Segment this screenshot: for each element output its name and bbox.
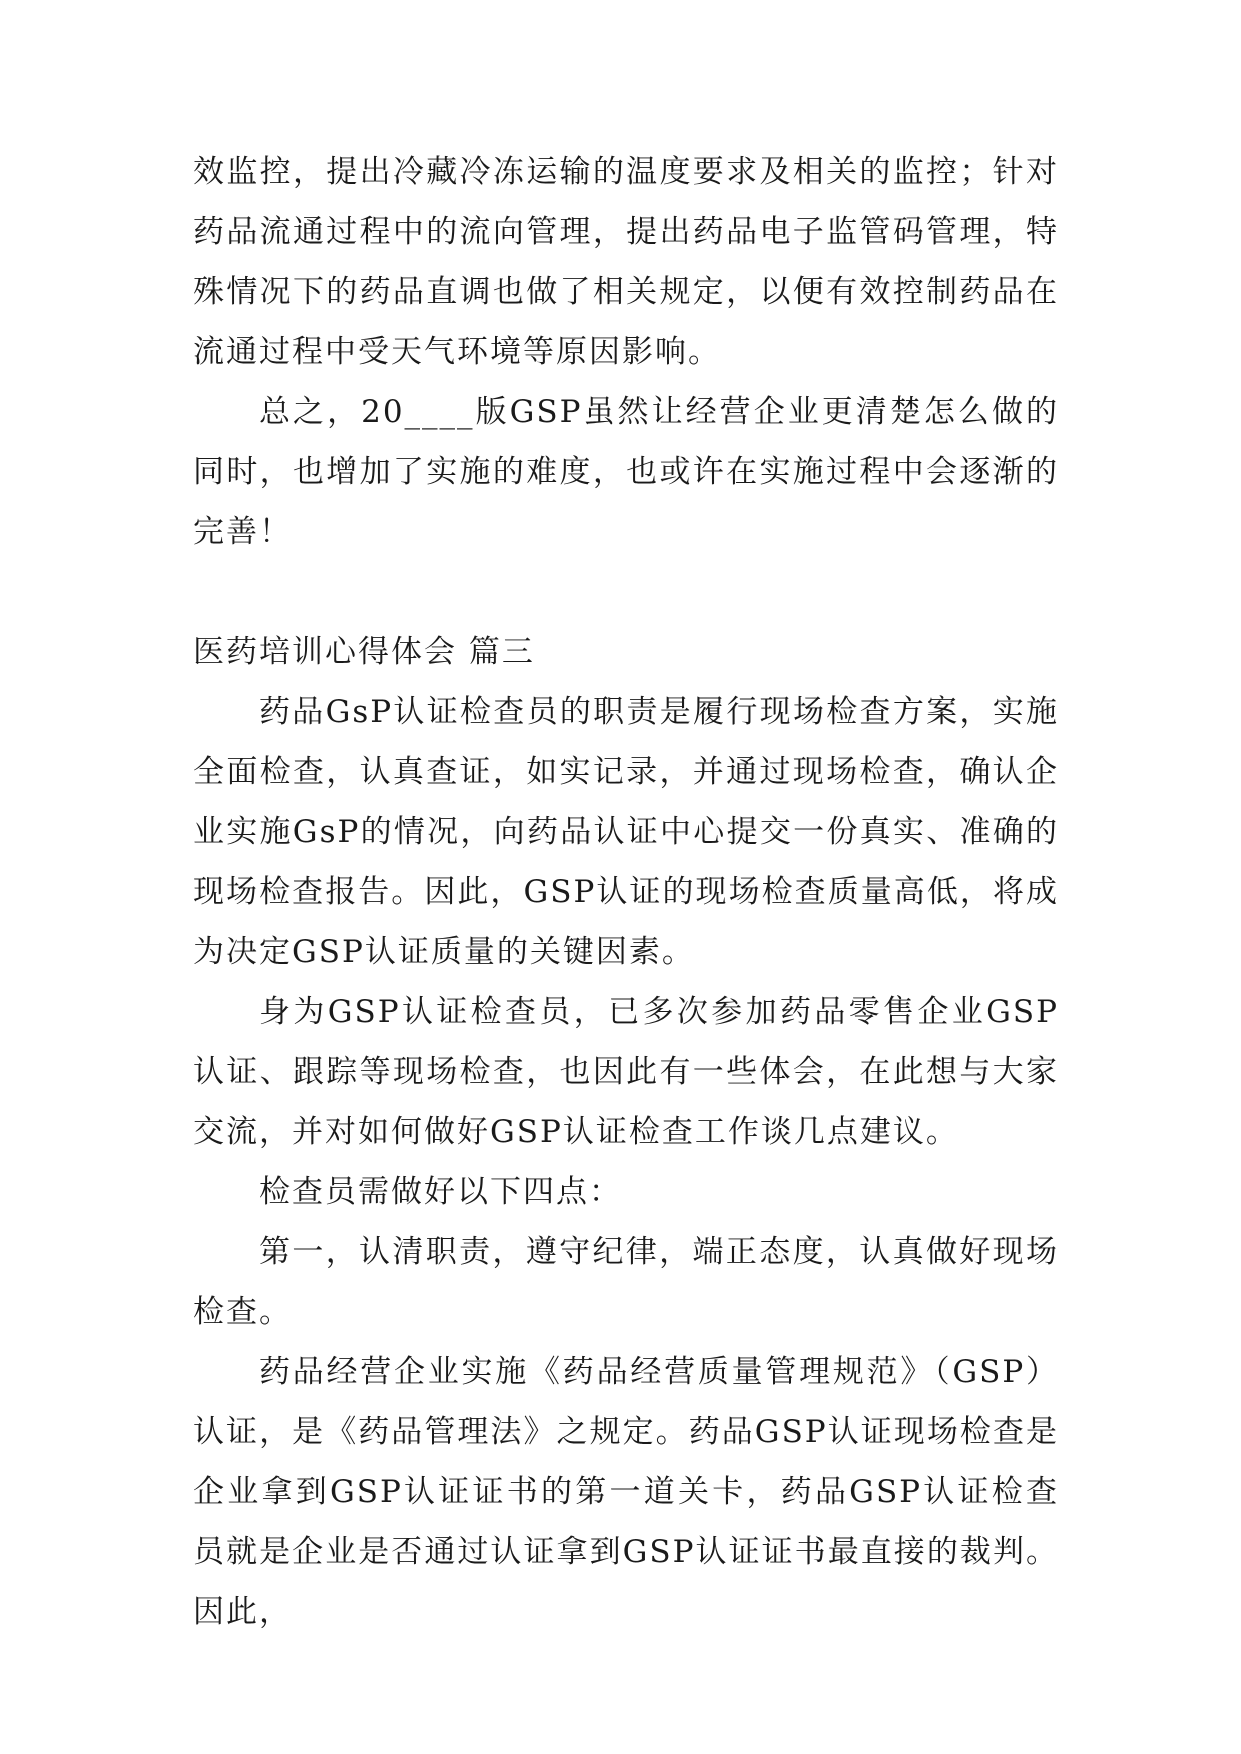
- paragraph: 药品GsP认证检查员的职责是履行现场检查方案，实施全面检查，认真查证，如实记录，并通过现场检查，确认企业实施GsP的情况，向药品认证中心提交一份真实、准确的现场检查报告。因此，GSP认证的现场检查质量高低，将成为决定GSP认证质量的关键因素。: [193, 694, 1059, 970]
- paragraph-conclusion: 总之，20____版GSP虽然让经营企业更清楚怎么做的同时，也增加了实施的难度，也或许在实施过程中会逐渐的完善！: [193, 394, 1059, 550]
- document-text-part1: [193, 142, 1059, 562]
- paragraph: 检查员需做好以下四点：: [259, 1174, 622, 1210]
- section-heading: 医药培训心得体会 篇三: [193, 634, 535, 670]
- paragraph: 药品经营企业实施《药品经营质量管理规范》（GSP）认证，是《药品管理法》之规定。药品GSP认证现场检查是企业拿到GSP认证证书的第一道关卡，药品GSP认证检查员就是企业是否通过认证拿到GSP认证证书最直接的裁判。因此，: [193, 1354, 1059, 1630]
- paragraph-continued: 效监控，提出冷藏冷冻运输的温度要求及相关的监控；针对药品流通过程中的流向管理，提出药品电子监管码管理，特殊情况下的药品直调也做了相关规定，以便有效控制药品在流通过程中受天气环境等原因影响。: [193, 154, 1059, 370]
- paragraph: 身为GSP认证检查员，已多次参加药品零售企业GSP认证、跟踪等现场检查，也因此有一些体会，在此想与大家交流，并对如何做好GSP认证检查工作谈几点建议。: [193, 994, 1059, 1150]
- document-text-section3: [193, 622, 1059, 1642]
- paragraph: 第一，认清职责，遵守纪律，端正态度，认真做好现场检查。: [193, 1234, 1059, 1330]
